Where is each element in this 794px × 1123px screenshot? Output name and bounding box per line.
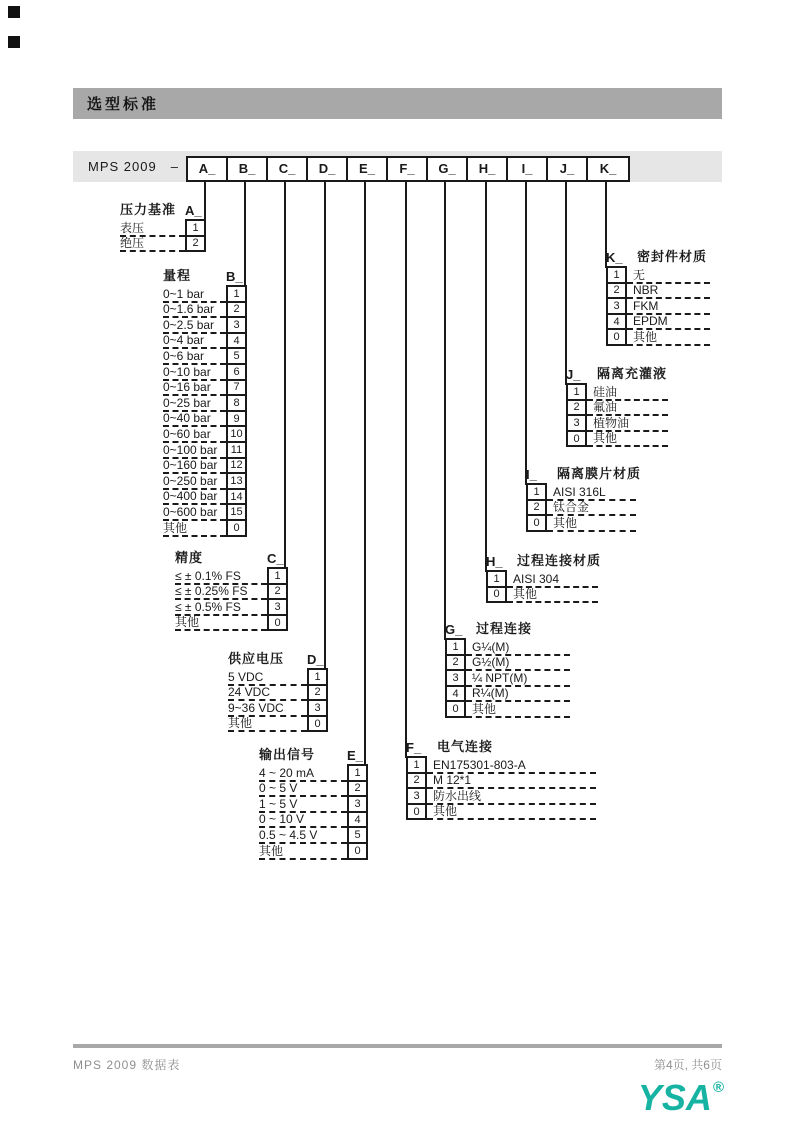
option-label: 0~6 bar: [163, 349, 226, 365]
option-code-box: 3: [267, 598, 288, 616]
section-head: [406, 736, 596, 758]
connector-line-j: [565, 182, 567, 385]
option-code-box: 0: [566, 430, 587, 448]
option-code-box: 12: [226, 457, 247, 475]
option-label: G½(M): [466, 656, 570, 672]
option-label: 其他: [507, 588, 598, 604]
section-output-signal: [259, 744, 368, 860]
section-head: [120, 199, 206, 221]
option-code-box: 7: [226, 379, 247, 397]
section-title: 输出信号: [259, 747, 316, 762]
option-label: 0~1 bar: [163, 287, 226, 303]
crop-mark-bottom: [8, 36, 20, 48]
code-cell-h: H_: [468, 158, 508, 180]
model-name: MPS 2009: [88, 159, 157, 174]
code-cell-g: G_: [428, 158, 468, 180]
section-letter: D_: [307, 652, 324, 667]
option-label: 其他: [259, 844, 347, 860]
section-electrical-connection: [406, 736, 596, 820]
option-code-box: 0: [526, 514, 547, 532]
option-code-box: 11: [226, 441, 247, 459]
connector-line-c: [284, 182, 286, 569]
connector-line-d: [324, 182, 326, 670]
model-separator: –: [170, 159, 179, 174]
section-process-connection-material: [486, 550, 602, 603]
registered-trademark-icon: ®: [712, 1079, 724, 1096]
footer-rule: [73, 1044, 722, 1048]
option-code-box: 4: [445, 685, 466, 703]
option-code-box: 2: [307, 684, 328, 702]
option-code-box: 2: [347, 780, 368, 798]
option-code-box: 0: [406, 803, 427, 821]
option-label: 24 VDC: [228, 686, 307, 702]
option-label: R¼(M): [466, 687, 570, 703]
code-cell-a: A_: [188, 158, 228, 180]
code-cell-j: J_: [548, 158, 588, 180]
option-code-box: 0: [347, 842, 368, 860]
option-label: ≤ ± 0.1% FS: [175, 569, 267, 585]
option-row: [163, 521, 247, 537]
option-label: EN175301-803-A: [427, 758, 596, 774]
section-title: 供应电压: [228, 651, 285, 666]
connector-line-e: [364, 182, 366, 766]
section-supply-voltage: [228, 648, 328, 732]
option-code-box: 1: [566, 383, 587, 401]
option-code-box: 8: [226, 394, 247, 412]
option-label: 其他: [427, 805, 596, 821]
code-cell-d: D_: [308, 158, 348, 180]
option-row: [406, 774, 596, 790]
option-code-box: 15: [226, 503, 247, 521]
section-title: 过程连接: [476, 621, 533, 636]
option-code-box: 0: [226, 519, 247, 537]
section-process-connection: [445, 618, 570, 718]
option-row: [445, 702, 570, 718]
option-code-box: 1: [226, 285, 247, 303]
section-title: 电气连接: [437, 739, 494, 754]
option-label: 0~1.6 bar: [163, 303, 226, 319]
option-code-box: 5: [347, 826, 368, 844]
section-fill-fluid: [566, 363, 668, 447]
crop-mark-top: [8, 6, 20, 18]
option-label: 其他: [175, 616, 267, 632]
option-code-box: 1: [406, 756, 427, 774]
option-code-box: 9: [226, 410, 247, 428]
section-title: 量程: [163, 268, 192, 283]
option-code-box: 1: [267, 567, 288, 585]
section-head: [566, 363, 668, 385]
option-code-box: 2: [566, 399, 587, 417]
option-code-box: 3: [566, 414, 587, 432]
option-row: [120, 237, 206, 253]
option-row: [175, 616, 288, 632]
option-label: 0~16 bar: [163, 381, 226, 397]
option-code-box: 1: [445, 638, 466, 656]
option-row: [406, 789, 596, 805]
section-head: [228, 648, 328, 670]
option-code-box: 2: [406, 772, 427, 790]
section-letter: E_: [347, 748, 363, 763]
option-label: 0~160 bar: [163, 459, 226, 475]
option-label: 其他: [627, 330, 710, 346]
option-code-box: 1: [486, 570, 507, 588]
option-label: 0~4 bar: [163, 334, 226, 350]
option-row: [566, 432, 668, 448]
option-label: 0~100 bar: [163, 443, 226, 459]
section-title: 密封件材质: [637, 249, 708, 264]
section-letter: C_: [267, 551, 284, 566]
option-label: 氟油: [587, 401, 668, 417]
model-label: [88, 151, 179, 182]
option-label: 表压: [120, 221, 185, 237]
option-label: ¼ NPT(M): [466, 671, 570, 687]
section-title: 隔离膜片材质: [557, 466, 642, 481]
section-diaphragm-material: [526, 463, 642, 532]
section-head: [486, 550, 602, 572]
option-label: 0~40 bar: [163, 412, 226, 428]
option-label: 0~60 bar: [163, 427, 226, 443]
option-code-box: 2: [445, 654, 466, 672]
option-label: ≤ ± 0.25% FS: [175, 585, 267, 601]
option-code-box: 4: [606, 313, 627, 331]
option-code-box: 4: [226, 332, 247, 350]
option-code-box: 3: [307, 699, 328, 717]
connector-line-h: [485, 182, 487, 572]
option-label: 0~10 bar: [163, 365, 226, 381]
option-code-box: 0: [445, 700, 466, 718]
option-label: 防水出线: [427, 789, 596, 805]
option-code-box: 10: [226, 425, 247, 443]
option-code-box: 0: [606, 328, 627, 346]
option-code-box: 0: [486, 586, 507, 604]
option-code-box: 3: [406, 787, 427, 805]
logo-text: YSA: [637, 1077, 712, 1118]
option-code-box: 3: [445, 669, 466, 687]
footer-page-info: 第4页, 共6页: [653, 1058, 722, 1072]
section-head: [163, 265, 247, 287]
logo: [638, 1068, 724, 1118]
option-row: [526, 516, 636, 532]
option-row: [606, 330, 710, 346]
code-cell-i: I_: [508, 158, 548, 180]
option-label: 其他: [228, 717, 307, 733]
option-label: 0~2.5 bar: [163, 318, 226, 334]
connector-line-f: [405, 182, 407, 758]
section-seal-material: [606, 246, 710, 346]
option-code-box: 2: [226, 301, 247, 319]
option-code-box: 2: [185, 235, 206, 253]
option-label: NBR: [627, 284, 710, 300]
option-code-box: 13: [226, 472, 247, 490]
option-row: [228, 717, 328, 733]
option-label: 绝压: [120, 237, 185, 253]
option-label: 植物油: [587, 416, 668, 432]
section-title: 精度: [175, 550, 204, 565]
section-head: [526, 463, 642, 485]
connector-line-g: [444, 182, 446, 640]
option-code-box: 3: [226, 316, 247, 334]
section-letter: I_: [526, 467, 537, 482]
option-label: 0~25 bar: [163, 396, 226, 412]
option-label: 5 VDC: [228, 670, 307, 686]
option-label: 1 ~ 5 V: [259, 797, 347, 813]
option-label: 其他: [547, 516, 636, 532]
option-label: 其他: [163, 521, 226, 537]
section-letter: K_: [606, 250, 623, 265]
section-title: 过程连接材质: [517, 553, 602, 568]
option-row: [406, 758, 596, 774]
option-label: M 12*1: [427, 774, 596, 790]
option-code-box: 6: [226, 363, 247, 381]
section-header-bar: [73, 88, 722, 119]
option-code-box: 1: [606, 266, 627, 284]
option-code-box: 2: [526, 499, 547, 517]
section-letter: B_: [226, 269, 243, 284]
option-label: FKM: [627, 299, 710, 315]
code-cell-f: F_: [388, 158, 428, 180]
option-label: 硅油: [587, 385, 668, 401]
option-label: 4 ~ 20 mA: [259, 766, 347, 782]
option-row: [259, 844, 368, 860]
option-label: AISI 304: [507, 572, 598, 588]
section-accuracy: [175, 547, 288, 631]
option-label: 0~600 bar: [163, 505, 226, 521]
option-label: 无: [627, 268, 710, 284]
option-code-box: 0: [267, 614, 288, 632]
section-title: 隔离充灌液: [597, 366, 668, 381]
connector-line-i: [525, 182, 527, 485]
section-letter: G_: [445, 622, 463, 637]
option-label: 0~400 bar: [163, 490, 226, 506]
option-label: 其他: [466, 702, 570, 718]
code-cell-b: B_: [228, 158, 268, 180]
option-code-box: 3: [606, 297, 627, 315]
section-pressure-reference: [120, 199, 206, 252]
option-row: [406, 805, 596, 821]
option-code-box: 1: [347, 764, 368, 782]
option-code-box: 1: [185, 219, 206, 237]
option-code-box: 1: [526, 483, 547, 501]
section-head: [175, 547, 288, 569]
section-letter: H_: [486, 554, 503, 569]
option-code-box: 3: [347, 795, 368, 813]
code-cell-c: C_: [268, 158, 308, 180]
option-code-box: 5: [226, 347, 247, 365]
option-label: G¼(M): [466, 640, 570, 656]
option-code-box: 0: [307, 715, 328, 733]
option-code-box: 2: [267, 583, 288, 601]
option-label: 钛合金: [547, 501, 636, 517]
option-label: EPDM: [627, 315, 710, 331]
code-cell-k: K_: [588, 158, 628, 180]
option-row: [486, 588, 598, 604]
footer-doc-title: MPS 2009 数据表: [73, 1058, 181, 1072]
page-title: 选型标准: [87, 96, 160, 113]
option-label: 0 ~ 10 V: [259, 813, 347, 829]
section-head: [445, 618, 570, 640]
code-cell-e: E_: [348, 158, 388, 180]
option-label: 0 ~ 5 V: [259, 782, 347, 798]
option-label: 0~250 bar: [163, 474, 226, 490]
section-range: [163, 265, 247, 537]
section-title: 压力基准: [120, 202, 177, 217]
code-row: [186, 156, 630, 182]
option-code-box: 14: [226, 488, 247, 506]
option-code-box: 4: [347, 811, 368, 829]
option-label: ≤ ± 0.5% FS: [175, 600, 267, 616]
option-code-box: 1: [307, 668, 328, 686]
section-letter: A_: [185, 203, 202, 218]
section-head: [606, 246, 710, 268]
section-letter: F_: [406, 740, 422, 755]
section-head: [259, 744, 368, 766]
section-letter: J_: [566, 367, 581, 382]
option-label: 0.5 ~ 4.5 V: [259, 828, 347, 844]
option-label: 9~36 VDC: [228, 701, 307, 717]
option-label: AISI 316L: [547, 485, 636, 501]
option-code-box: 2: [606, 282, 627, 300]
option-label: 其他: [587, 432, 668, 448]
